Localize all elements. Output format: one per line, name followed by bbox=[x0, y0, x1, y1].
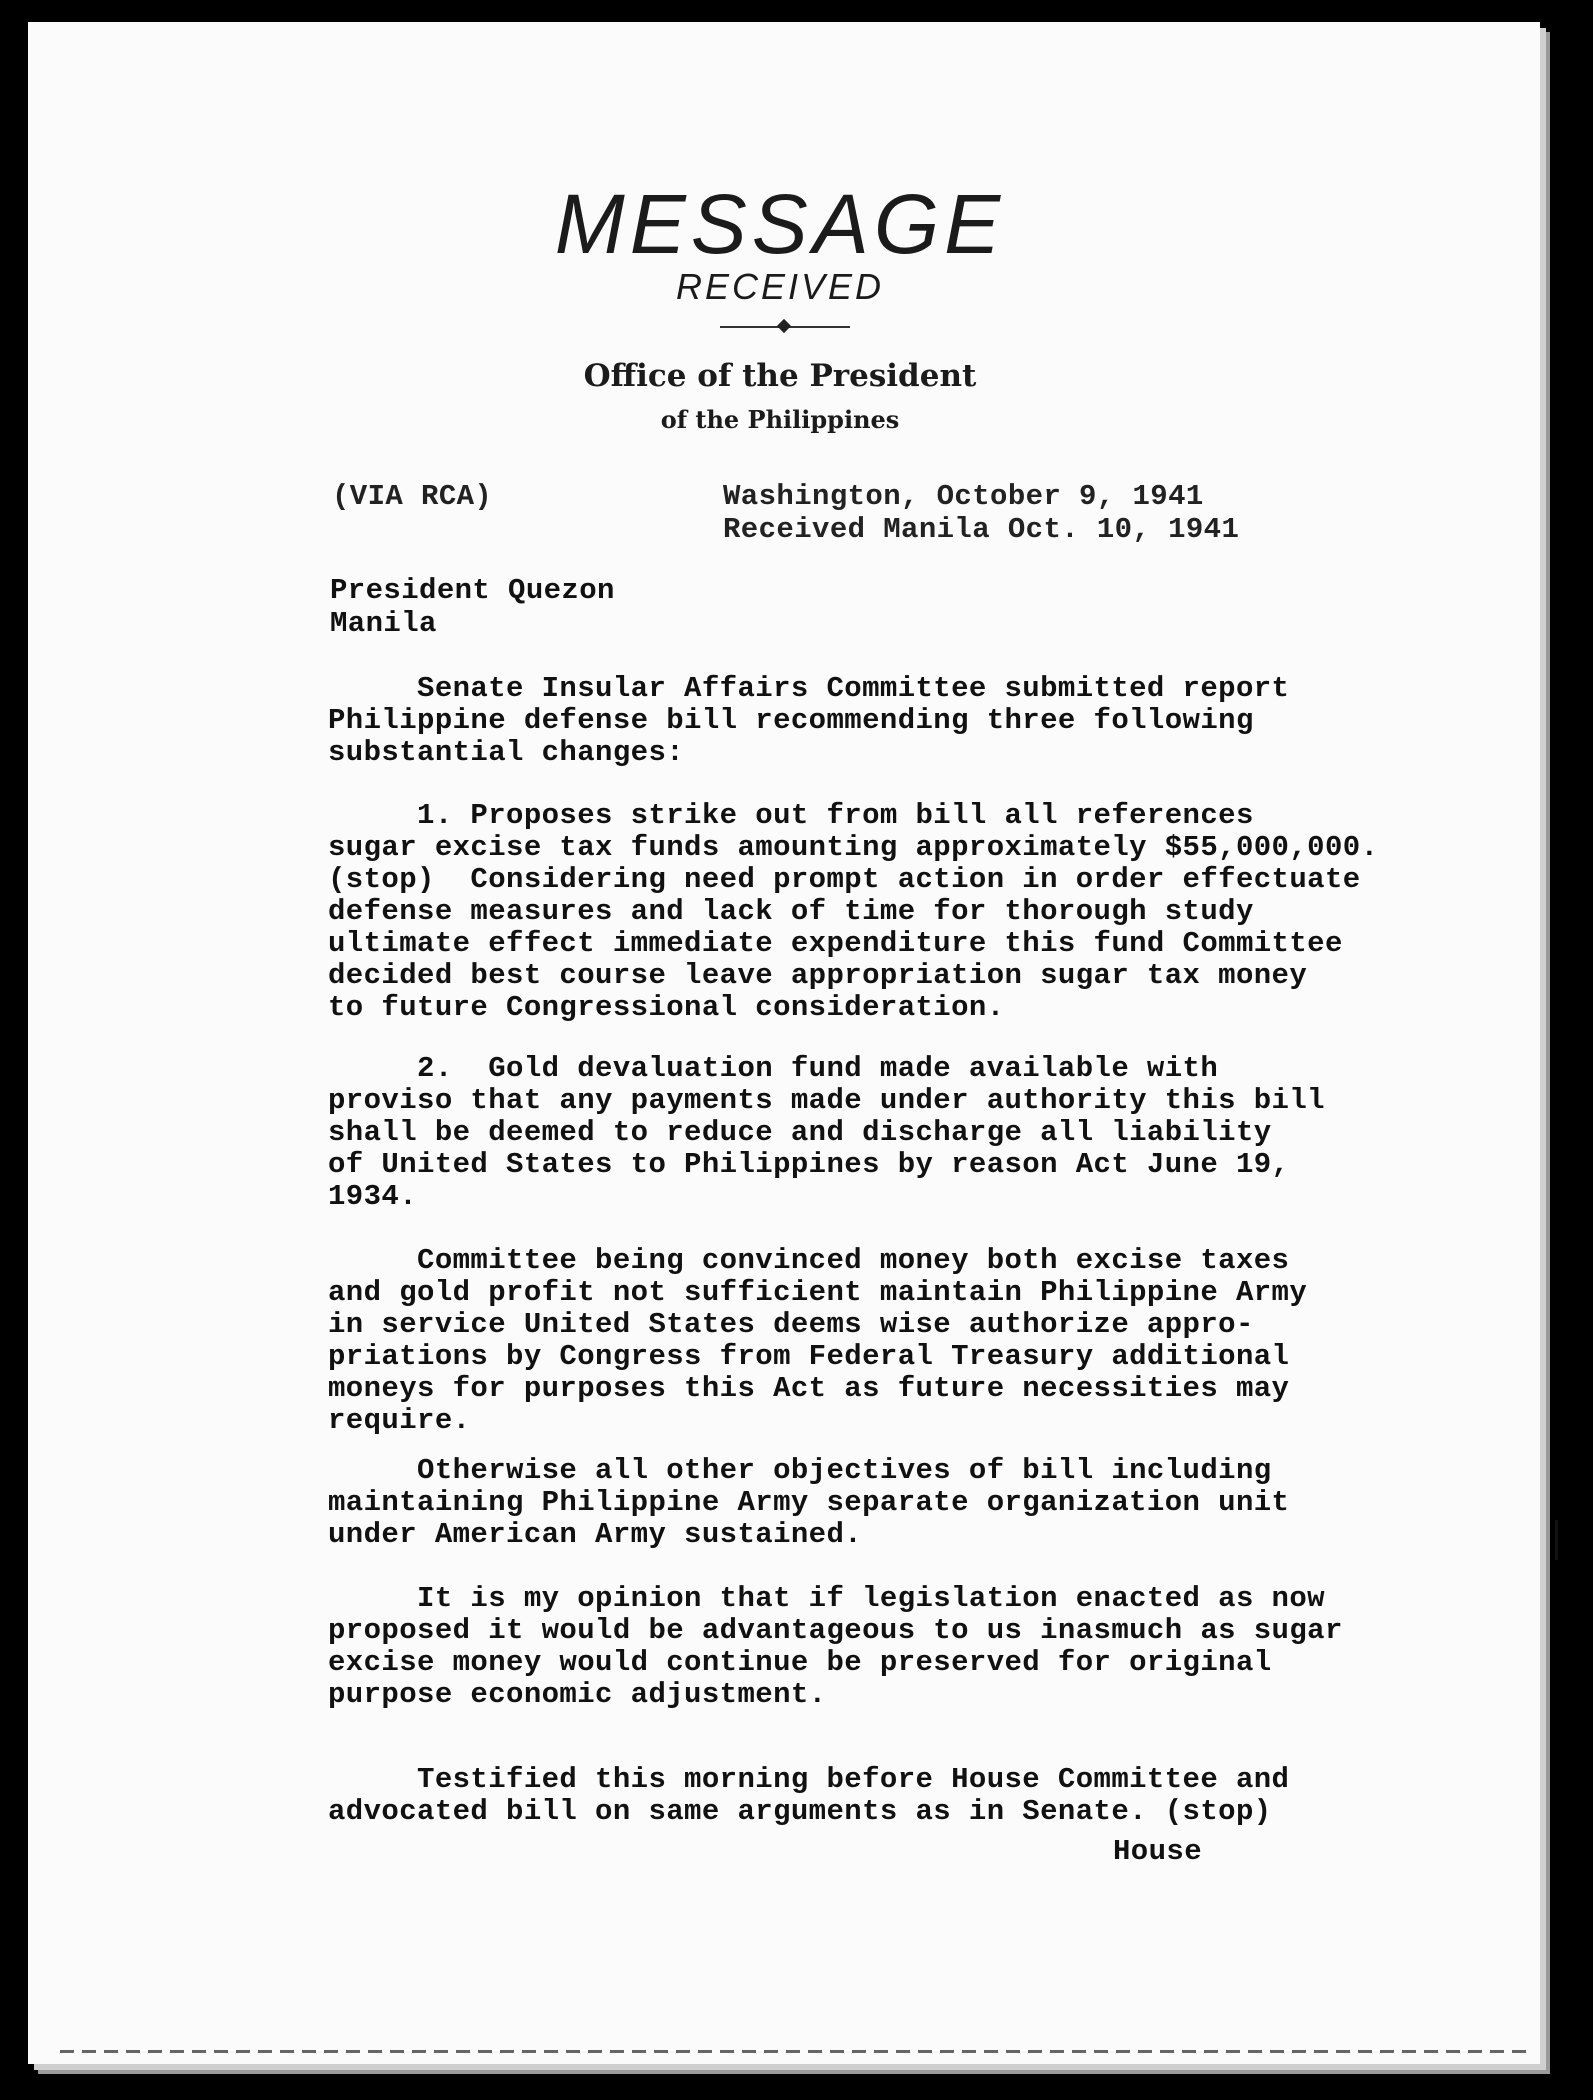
via-line: (VIA RCA) bbox=[332, 480, 493, 513]
text-line: to future Congressional consideration. bbox=[328, 991, 1005, 1024]
addressee-city: Manila bbox=[330, 607, 437, 640]
paragraph-testified bbox=[328, 1764, 1438, 1828]
catchword: House bbox=[1113, 1835, 1203, 1868]
paragraph-item-1 bbox=[328, 800, 1438, 1024]
page-edge-line bbox=[60, 2050, 1530, 2053]
letterhead-office-sub: of the Philippines bbox=[660, 405, 900, 434]
paragraph-item-2 bbox=[328, 1053, 1438, 1213]
letterhead-office: Office of the President bbox=[583, 358, 977, 394]
text-line: under American Army sustained. bbox=[328, 1518, 863, 1551]
text-line: Philippine defense bill recommending three following bbox=[328, 704, 1254, 737]
addressee-name: President Quezon bbox=[330, 574, 615, 607]
letterhead-subtitle: RECEIVED bbox=[675, 266, 885, 307]
text-line: advocated bill on same arguments as in Senate. (stop) bbox=[328, 1795, 1272, 1828]
text-line: substantial changes: bbox=[328, 736, 685, 769]
text-line: excise money would continue be preserved for original bbox=[328, 1646, 1272, 1679]
text-line: 1934. bbox=[328, 1180, 418, 1213]
text-line: Otherwise all other objectives of bill including bbox=[328, 1454, 1272, 1487]
text-line: proposed it would be advantageous to us inasmuch as sugar bbox=[328, 1614, 1343, 1647]
margin-mark bbox=[1555, 1520, 1558, 1560]
text-line: shall be deemed to reduce and discharge all liability bbox=[328, 1116, 1272, 1149]
text-line: Testified this morning before House Committee and bbox=[328, 1763, 1290, 1796]
sent-date: Washington, October 9, 1941 bbox=[723, 480, 1204, 513]
text-line: require. bbox=[328, 1404, 471, 1437]
paragraph-otherwise bbox=[328, 1455, 1438, 1551]
text-line: proviso that any payments made under authority this bill bbox=[328, 1084, 1325, 1117]
text-line: maintaining Philippine Army separate organization unit bbox=[328, 1486, 1290, 1519]
text-line: It is my opinion that if legislation enacted as now bbox=[328, 1582, 1325, 1615]
text-line: of United States to Philippines by reason Act June 19, bbox=[328, 1148, 1290, 1181]
paragraph-intro bbox=[328, 673, 1438, 769]
text-line: ultimate effect immediate expenditure this fund Committee bbox=[328, 927, 1343, 960]
text-line: Committee being convinced money both excise taxes bbox=[328, 1244, 1290, 1277]
text-line: decided best course leave appropriation sugar tax money bbox=[328, 959, 1308, 992]
letterhead-title: MESSAGE bbox=[554, 177, 1006, 271]
text-line: and gold profit not sufficient maintain Philippine Army bbox=[328, 1276, 1308, 1309]
paragraph-opinion bbox=[328, 1583, 1438, 1711]
text-line: purpose economic adjustment. bbox=[328, 1678, 827, 1711]
paragraph-committee bbox=[328, 1245, 1438, 1437]
text-line: 1. Proposes strike out from bill all references bbox=[328, 799, 1254, 832]
text-line: moneys for purposes this Act as future necessities may bbox=[328, 1372, 1290, 1405]
text-line: (stop) Considering need prompt action in order effectuate bbox=[328, 863, 1361, 896]
text-line: sugar excise tax funds amounting approximately $55,000,000. bbox=[328, 831, 1379, 864]
text-line: priations by Congress from Federal Treasury additional bbox=[328, 1340, 1290, 1373]
text-line: Senate Insular Affairs Committee submitted report bbox=[328, 672, 1290, 705]
text-line: defense measures and lack of time for thorough study bbox=[328, 895, 1254, 928]
text-line: in service United States deems wise authorize appro- bbox=[328, 1308, 1254, 1341]
received-date: Received Manila Oct. 10, 1941 bbox=[723, 513, 1240, 546]
text-line: 2. Gold devaluation fund made available with bbox=[328, 1052, 1219, 1085]
